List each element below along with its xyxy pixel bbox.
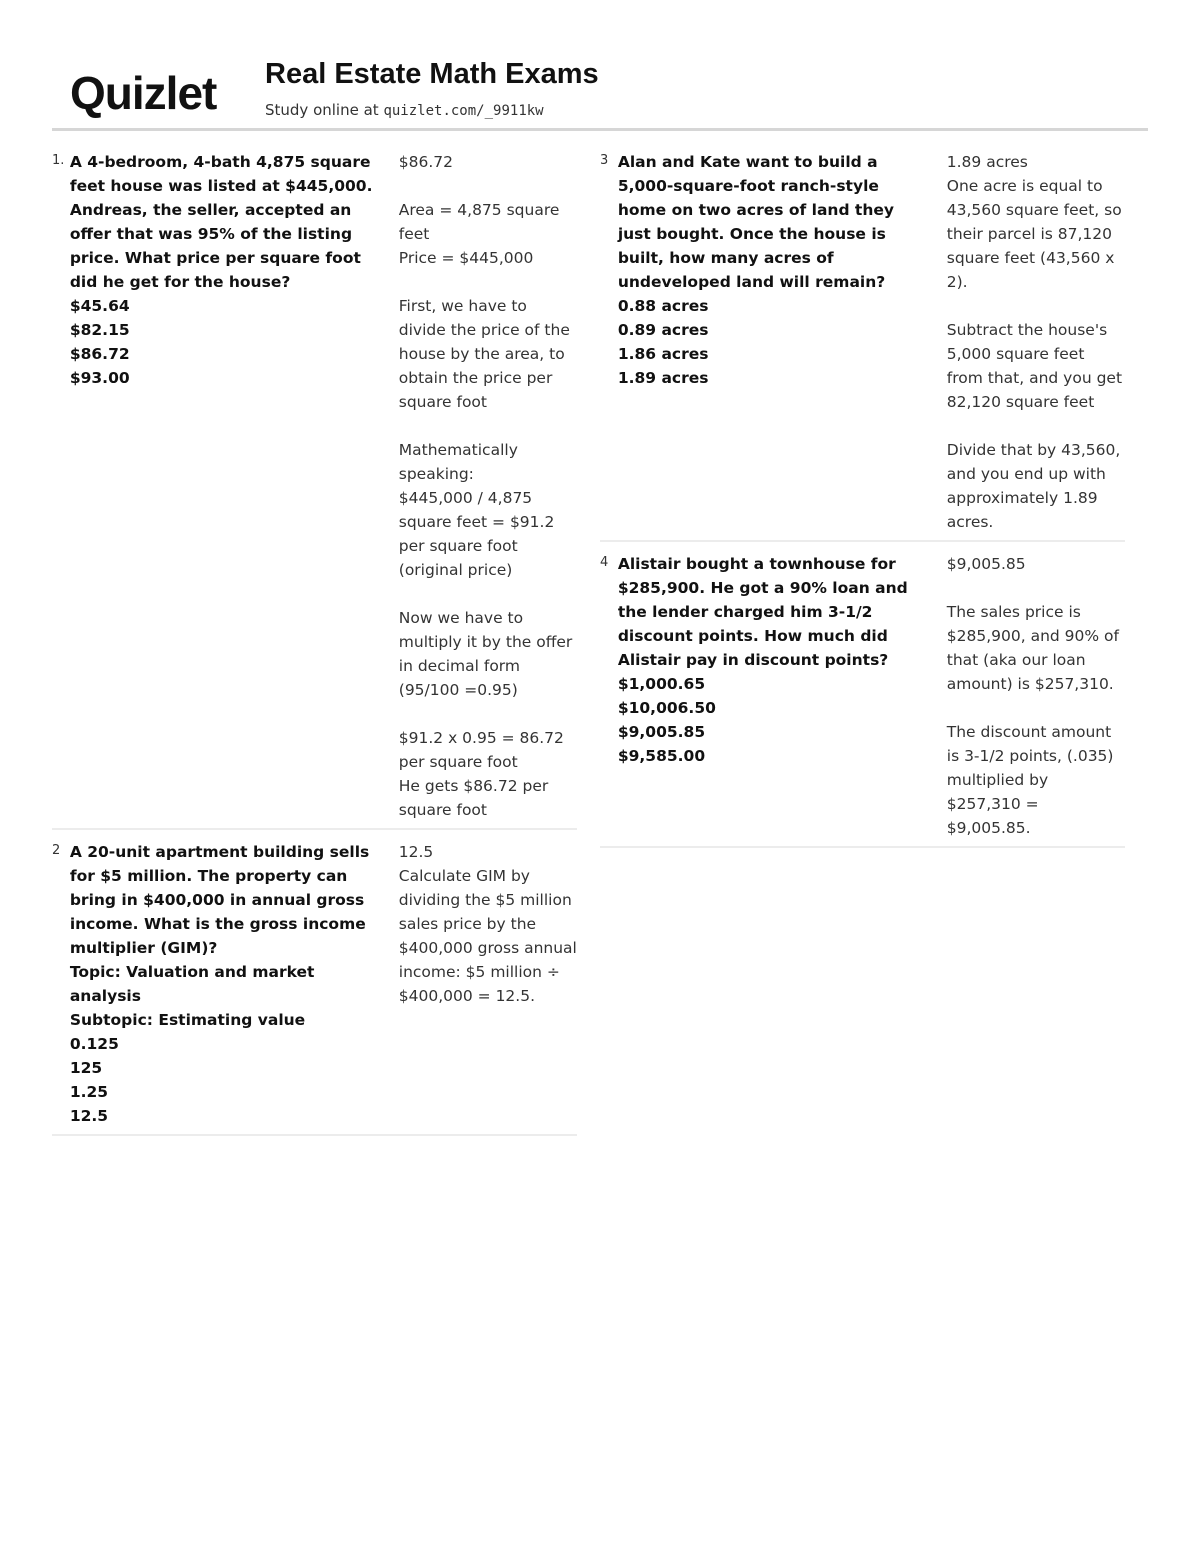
answer-explanation	[947, 150, 1125, 534]
explanation-line: First, we have to divide the price of the house by the area, to obtain the price per square foot	[398, 297, 570, 411]
explanation-paragraph	[947, 552, 1125, 576]
explanation-line: Divide that by 43,560, and you end up with approximately 1.89 acres.	[946, 441, 1121, 531]
explanation-paragraph	[399, 198, 577, 270]
answer-option: $9,585.00	[617, 747, 706, 765]
answer-option: 1.89 acres	[617, 369, 709, 387]
explanation-paragraph	[399, 150, 577, 174]
question-text: A 4-bedroom, 4-bath 4,875 square feet house was listed at $445,000. Andreas, the seller, accepted an offer that was 95% of the listing price. What price per square foot did he get for the house?	[69, 153, 373, 291]
card-number: 4	[600, 555, 609, 570]
explanation-line: Calculate GIM by dividing the $5 million sales price by the $400,000 gross annual income: $5 million ÷ $400,000 = 12.5.	[398, 867, 577, 1005]
explanation-line: Area = 4,875 square feet	[398, 201, 560, 243]
answer-option: 1.86 acres	[617, 345, 709, 363]
question-text: Alan and Kate want to build a 5,000-square-foot ranch-style home on two acres of land they just bought. Once the house is built, how many acres of undeveloped land will remain?	[617, 153, 894, 291]
answer-option: 0.125	[69, 1035, 119, 1053]
question	[70, 840, 379, 1128]
explanation-line: 1.89 acres	[946, 153, 1028, 171]
answer-option: $45.64	[69, 297, 130, 315]
explanation-line: Price = $445,000	[398, 249, 534, 267]
study-prefix: Study online at	[265, 101, 384, 119]
flashcard-1	[52, 146, 577, 830]
explanation-line: One acre is equal to 43,560 square feet, so their parcel is 87,120 square feet (43,560 x 2).	[946, 177, 1122, 291]
answer-option: $1,000.65	[617, 675, 706, 693]
card-number: 1.	[52, 153, 65, 168]
explanation-line: $91.2 x 0.95 = 86.72 per square foot	[398, 729, 564, 771]
answer-option: $86.72	[69, 345, 130, 363]
explanation-line: Now we have to multiply it by the offer in decimal form (95/100 =0.95)	[398, 609, 573, 699]
subtopic-label: Subtopic: Estimating value	[69, 1011, 306, 1029]
explanation-line: $445,000 / 4,875 square feet = $91.2 per square foot (original price)	[398, 489, 555, 579]
question	[618, 150, 927, 534]
explanation-paragraph	[947, 438, 1125, 534]
answer-explanation	[399, 840, 577, 1128]
flashcard-3	[600, 146, 1125, 542]
explanation-line: 12.5	[398, 843, 434, 861]
explanation-paragraph	[947, 150, 1125, 294]
card-number: 2	[52, 843, 61, 858]
answer-option: 125	[69, 1059, 103, 1077]
answer-option: 12.5	[69, 1107, 109, 1125]
question-text: Alistair bought a townhouse for $285,900. He got a 90% loan and the lender charged him 3-1/2 discount points. How much did Alistair pay in discount points?	[617, 555, 908, 669]
explanation-paragraph	[947, 600, 1125, 696]
header-divider	[52, 128, 1148, 131]
page-title: Real Estate Math Exams	[265, 58, 599, 90]
study-online-line	[265, 101, 544, 119]
explanation-line: The sales price is $285,900, and 90% of that (aka our loan amount) is $257,310.	[946, 603, 1119, 693]
explanation-paragraph	[399, 840, 577, 1008]
flashcard-2	[52, 836, 577, 1136]
flashcard-4	[600, 548, 1125, 848]
answer-explanation	[947, 552, 1125, 840]
explanation-line: Subtract the house's 5,000 square feet from that, and you get 82,120 square feet	[946, 321, 1123, 411]
explanation-line: The discount amount is 3-1/2 points, (.035) multiplied by $257,310 = $9,005.85.	[946, 723, 1114, 837]
answer-option: 1.25	[69, 1083, 109, 1101]
answer-option: $82.15	[69, 321, 130, 339]
explanation-paragraph	[399, 726, 577, 822]
explanation-paragraph	[947, 318, 1125, 414]
answer-option: 0.88 acres	[617, 297, 709, 315]
explanation-line: Mathematically speaking:	[398, 441, 518, 483]
explanation-paragraph	[399, 606, 577, 702]
explanation-paragraph	[947, 720, 1125, 840]
explanation-line: $9,005.85	[946, 555, 1026, 573]
question-text: A 20-unit apartment building sells for $5 million. The property can bring in $400,000 in annual gross income. What is the gross income multiplier (GIM)?	[69, 843, 370, 957]
explanation-paragraph	[399, 294, 577, 414]
topic-label: Topic: Valuation and market analysis	[69, 963, 315, 1005]
question	[70, 150, 379, 822]
explanation-line: $86.72	[398, 153, 454, 171]
right-column	[600, 146, 1125, 854]
answer-option: 0.89 acres	[617, 321, 709, 339]
answer-option: $93.00	[69, 369, 130, 387]
explanation-paragraph	[399, 438, 577, 582]
question	[618, 552, 927, 840]
answer-option: $9,005.85	[617, 723, 706, 741]
answer-option: $10,006.50	[617, 699, 716, 717]
study-url-link[interactable]: quizlet.com/_9911kw	[383, 103, 544, 119]
answer-explanation	[399, 150, 577, 822]
explanation-line: He gets $86.72 per square foot	[398, 777, 549, 819]
left-column	[52, 146, 577, 1142]
quizlet-logo: Quizlet	[70, 67, 217, 119]
card-number: 3	[600, 153, 609, 168]
